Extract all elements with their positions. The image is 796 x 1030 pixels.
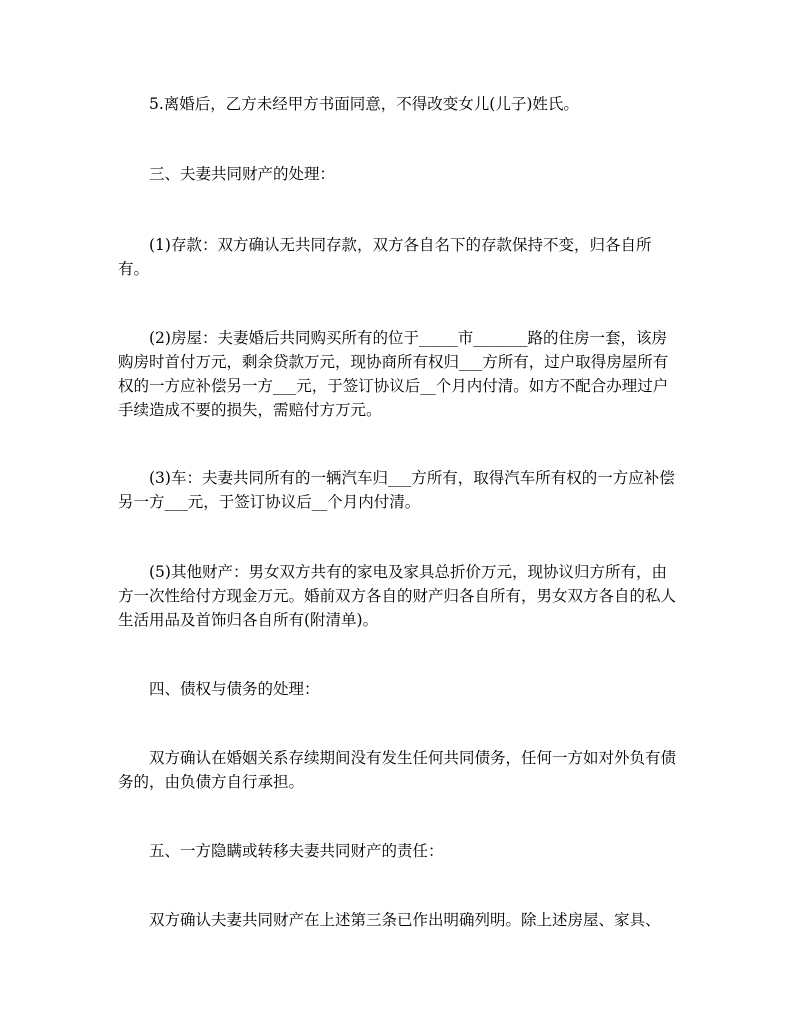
clause-debts: 双方确认在婚姻关系存续期间没有发生任何共同债务，任何一方如对外负有债务的，由负债方自行承担。 (118, 749, 677, 791)
clause-car: (3)车：夫妻共同所有的一辆汽车归___方所有，取得汽车所有权的一方应补偿另一方___元，于签订协议后__个月内付清。 (118, 469, 675, 511)
clause-concealment: 双方确认夫妻共同财产在上述第三条已作出明确列明。除上述房屋、家具、 (149, 911, 661, 929)
clause-house: (2)房屋：夫妻婚后共同购买所有的位于_____市_______路的住房一套，该房购房时首付万元，剩余贷款万元，现协商所有权归___方所有，过户取得房屋所有权的一方应补偿另一方___元，于签订协议后__个月内付清。如方不配合办理过户手续造成不要的损失，需赔付方万元。 (118, 329, 669, 419)
clause-other-property: (5)其他财产：男女双方共有的家电及家具总折价万元，现协议归方所有，由方一次性给付方现金万元。婚前双方各自的财产归各自所有，男女双方各自的私人生活用品及首饰归各自所有(附清单)。 (118, 563, 677, 629)
section-heading-property: 三、夫妻共同财产的处理： (149, 165, 336, 183)
section-heading-debts: 四、债权与债务的处理： (149, 680, 320, 698)
clause-surname: 5.离婚后，乙方未经甲方书面同意，不得改变女儿(儿子)姓氏。 (149, 95, 579, 113)
clause-deposits: (1)存款：双方确认无共同存款，双方各自名下的存款保持不变，归各自所有。 (118, 236, 652, 278)
section-heading-concealment: 五、一方隐瞒或转移夫妻共同财产的责任： (149, 842, 444, 860)
